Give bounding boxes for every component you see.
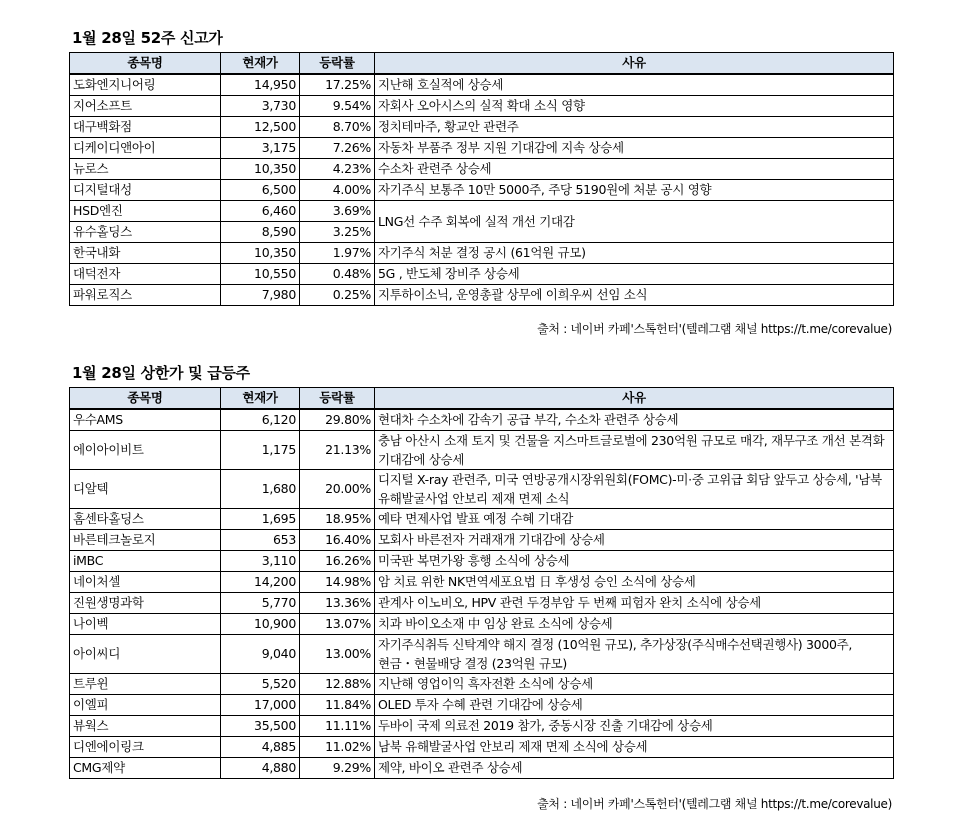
stock-name: 지어소프트 bbox=[70, 96, 221, 117]
stock-price: 10,350 bbox=[221, 243, 300, 264]
stock-price: 6,460 bbox=[221, 201, 300, 222]
stock-reason: 자기주식 보통주 10만 5000주, 주당 5190원에 처분 공시 영향 bbox=[375, 180, 894, 201]
stock-change: 9.54% bbox=[300, 96, 375, 117]
stock-change: 13.36% bbox=[300, 593, 375, 614]
stock-reason: 5G , 반도체 장비주 상승세 bbox=[375, 264, 894, 285]
stock-price: 14,200 bbox=[221, 572, 300, 593]
table-row bbox=[70, 159, 894, 180]
header-price: 현재가 bbox=[221, 388, 300, 410]
stock-name: 디지털대성 bbox=[70, 180, 221, 201]
stock-price: 10,350 bbox=[221, 159, 300, 180]
table-row bbox=[70, 509, 894, 530]
stock-name: 바른테크놀로지 bbox=[70, 530, 221, 551]
stock-reason: 예타 면제사업 발표 예정 수혜 기대감 bbox=[375, 509, 894, 530]
surge-table bbox=[69, 387, 894, 779]
table-row bbox=[70, 74, 894, 96]
stock-change: 11.11% bbox=[300, 716, 375, 737]
stock-reason: 디지털 X-ray 관련주, 미국 연방공개시장위원회(FOMC)-미·중 고위급 회담 앞두고 상승세, '남북 유해발굴사업 안보리 제재 면제 소식 bbox=[375, 470, 894, 509]
stock-price: 5,770 bbox=[221, 593, 300, 614]
stock-price: 7,980 bbox=[221, 285, 300, 306]
stock-change: 16.40% bbox=[300, 530, 375, 551]
header-change: 등락률 bbox=[300, 388, 375, 410]
stock-reason: 모회사 바른전자 거래재개 기대감에 상승세 bbox=[375, 530, 894, 551]
stock-price: 3,730 bbox=[221, 96, 300, 117]
stock-name: 파워로직스 bbox=[70, 285, 221, 306]
stock-reason: 관계사 이노비오, HPV 관련 두경부암 두 번째 피험자 완치 소식에 상승세 bbox=[375, 593, 894, 614]
section2-title: 1월 28일 상한가 및 급등주 bbox=[72, 364, 250, 382]
table-row bbox=[70, 138, 894, 159]
stock-reason: 현대차 수소차에 감속기 공급 부각, 수소차 관련주 상승세 bbox=[375, 409, 894, 431]
stock-name: iMBC bbox=[70, 551, 221, 572]
stock-name: CMG제약 bbox=[70, 758, 221, 779]
stock-price: 4,880 bbox=[221, 758, 300, 779]
table-row bbox=[70, 758, 894, 779]
stock-name: 도화엔지니어링 bbox=[70, 74, 221, 96]
stock-name: 대구백화점 bbox=[70, 117, 221, 138]
header-reason: 사유 bbox=[375, 53, 894, 75]
stock-price: 5,520 bbox=[221, 674, 300, 695]
stock-price: 10,900 bbox=[221, 614, 300, 635]
stock-reason: 지난해 호실적에 상승세 bbox=[375, 74, 894, 96]
table-row bbox=[70, 530, 894, 551]
stock-name: 디케이디앤아이 bbox=[70, 138, 221, 159]
table-row bbox=[70, 716, 894, 737]
table-row bbox=[70, 614, 894, 635]
stock-name: 우수AMS bbox=[70, 409, 221, 431]
stock-name: 대덕전자 bbox=[70, 264, 221, 285]
table-row bbox=[70, 201, 894, 222]
stock-change: 9.29% bbox=[300, 758, 375, 779]
stock-price: 6,120 bbox=[221, 409, 300, 431]
table-header-row bbox=[70, 53, 894, 75]
stock-change: 3.25% bbox=[300, 222, 375, 243]
table-row bbox=[70, 96, 894, 117]
stock-change: 7.26% bbox=[300, 138, 375, 159]
stock-change: 16.26% bbox=[300, 551, 375, 572]
stock-name: 한국내화 bbox=[70, 243, 221, 264]
stock-name: 나이벡 bbox=[70, 614, 221, 635]
stock-price: 10,550 bbox=[221, 264, 300, 285]
table-row bbox=[70, 264, 894, 285]
stock-change: 13.00% bbox=[300, 635, 375, 674]
stock-reason: 자동차 부품주 정부 지원 기대감에 지속 상승세 bbox=[375, 138, 894, 159]
stock-name: 아이씨디 bbox=[70, 635, 221, 674]
stock-name: 디알텍 bbox=[70, 470, 221, 509]
stock-change: 13.07% bbox=[300, 614, 375, 635]
stock-name: 디엔에이링크 bbox=[70, 737, 221, 758]
stock-change: 21.13% bbox=[300, 431, 375, 470]
table-row bbox=[70, 572, 894, 593]
stock-change: 17.25% bbox=[300, 74, 375, 96]
stock-change: 0.48% bbox=[300, 264, 375, 285]
header-name: 종목명 bbox=[70, 53, 221, 75]
stock-reason: 남북 유해발굴사업 안보리 제재 면제 소식에 상승세 bbox=[375, 737, 894, 758]
stock-reason: 지난해 영업이익 흑자전환 소식에 상승세 bbox=[375, 674, 894, 695]
table-row bbox=[70, 180, 894, 201]
stock-reason: 두바이 국제 의료전 2019 참가, 중동시장 진출 기대감에 상승세 bbox=[375, 716, 894, 737]
stock-name: 네이처셀 bbox=[70, 572, 221, 593]
stock-price: 35,500 bbox=[221, 716, 300, 737]
stock-price: 14,950 bbox=[221, 74, 300, 96]
stock-reason: 치과 바이오소재 中 임상 완료 소식에 상승세 bbox=[375, 614, 894, 635]
table-row bbox=[70, 674, 894, 695]
stock-change: 3.69% bbox=[300, 201, 375, 222]
stock-name: 홈센타홀딩스 bbox=[70, 509, 221, 530]
stock-change: 0.25% bbox=[300, 285, 375, 306]
header-name: 종목명 bbox=[70, 388, 221, 410]
stock-price: 1,175 bbox=[221, 431, 300, 470]
stock-reason: 정치테마주, 황교안 관련주 bbox=[375, 117, 894, 138]
stock-reason: 자기주식취득 신탁계약 해지 결정 (10억원 규모), 추가상장(주식매수선택권행사) 3000주, 현금・현물배당 결정 (23억원 규모) bbox=[375, 635, 894, 674]
stock-reason: 미국판 복면가왕 흥행 소식에 상승세 bbox=[375, 551, 894, 572]
section1-title: 1월 28일 52주 신고가 bbox=[72, 29, 223, 47]
stock-change: 8.70% bbox=[300, 117, 375, 138]
stock-price: 8,590 bbox=[221, 222, 300, 243]
stock-name: 뷰웍스 bbox=[70, 716, 221, 737]
table-row bbox=[70, 243, 894, 264]
stock-price: 12,500 bbox=[221, 117, 300, 138]
stock-change: 14.98% bbox=[300, 572, 375, 593]
stock-reason: OLED 투자 수혜 관련 기대감에 상승세 bbox=[375, 695, 894, 716]
header-price: 현재가 bbox=[221, 53, 300, 75]
stock-change: 11.84% bbox=[300, 695, 375, 716]
table-row bbox=[70, 695, 894, 716]
stock-change: 12.88% bbox=[300, 674, 375, 695]
stock-price: 1,680 bbox=[221, 470, 300, 509]
stock-name: HSD엔진 bbox=[70, 201, 221, 222]
stock-price: 4,885 bbox=[221, 737, 300, 758]
table-row bbox=[70, 285, 894, 306]
stock-price: 1,695 bbox=[221, 509, 300, 530]
stock-name: 트루윈 bbox=[70, 674, 221, 695]
stock-price: 9,040 bbox=[221, 635, 300, 674]
table-row bbox=[70, 470, 894, 509]
stock-name: 유수홀딩스 bbox=[70, 222, 221, 243]
table-row bbox=[70, 737, 894, 758]
stock-reason: 자기주식 처분 결정 공시 (61억원 규모) bbox=[375, 243, 894, 264]
stock-reason: 자회사 오아시스의 실적 확대 소식 영향 bbox=[375, 96, 894, 117]
stock-reason: 지투하이소닉, 운영총괄 상무에 이희우씨 선임 소식 bbox=[375, 285, 894, 306]
stock-reason: LNG선 수주 회복에 실적 개선 기대감 bbox=[375, 201, 894, 243]
header-reason: 사유 bbox=[375, 388, 894, 410]
stock-change: 18.95% bbox=[300, 509, 375, 530]
stock-name: 뉴로스 bbox=[70, 159, 221, 180]
stock-reason: 충남 아산시 소재 토지 및 건물을 지스마트글로벌에 230억원 규모로 매각, 재무구조 개선 본격화 기대감에 상승세 bbox=[375, 431, 894, 470]
new-high-table bbox=[69, 52, 894, 306]
stock-price: 653 bbox=[221, 530, 300, 551]
stock-reason: 제약, 바이오 관련주 상승세 bbox=[375, 758, 894, 779]
section2-source: 출처 : 네이버 카페'스톡헌터'(텔레그램 채널 https://t.me/corevalue) bbox=[537, 797, 892, 811]
stock-name: 진원생명과학 bbox=[70, 593, 221, 614]
stock-change: 1.97% bbox=[300, 243, 375, 264]
table-row bbox=[70, 635, 894, 674]
stock-change: 11.02% bbox=[300, 737, 375, 758]
stock-change: 4.00% bbox=[300, 180, 375, 201]
table-row bbox=[70, 551, 894, 572]
stock-price: 17,000 bbox=[221, 695, 300, 716]
table-row bbox=[70, 593, 894, 614]
stock-reason: 수소차 관련주 상승세 bbox=[375, 159, 894, 180]
table-row bbox=[70, 409, 894, 431]
stock-price: 3,110 bbox=[221, 551, 300, 572]
stock-reason: 암 치료 위한 NK면역세포요법 日 후생성 승인 소식에 상승세 bbox=[375, 572, 894, 593]
header-change: 등락률 bbox=[300, 53, 375, 75]
stock-name: 이엘피 bbox=[70, 695, 221, 716]
stock-change: 20.00% bbox=[300, 470, 375, 509]
stock-change: 4.23% bbox=[300, 159, 375, 180]
table-header-row bbox=[70, 388, 894, 410]
stock-price: 3,175 bbox=[221, 138, 300, 159]
stock-change: 29.80% bbox=[300, 409, 375, 431]
section1-source: 출처 : 네이버 카페'스톡헌터'(텔레그램 채널 https://t.me/corevalue) bbox=[537, 322, 892, 336]
table-row bbox=[70, 431, 894, 470]
stock-name: 에이아이비트 bbox=[70, 431, 221, 470]
table-row bbox=[70, 117, 894, 138]
stock-price: 6,500 bbox=[221, 180, 300, 201]
